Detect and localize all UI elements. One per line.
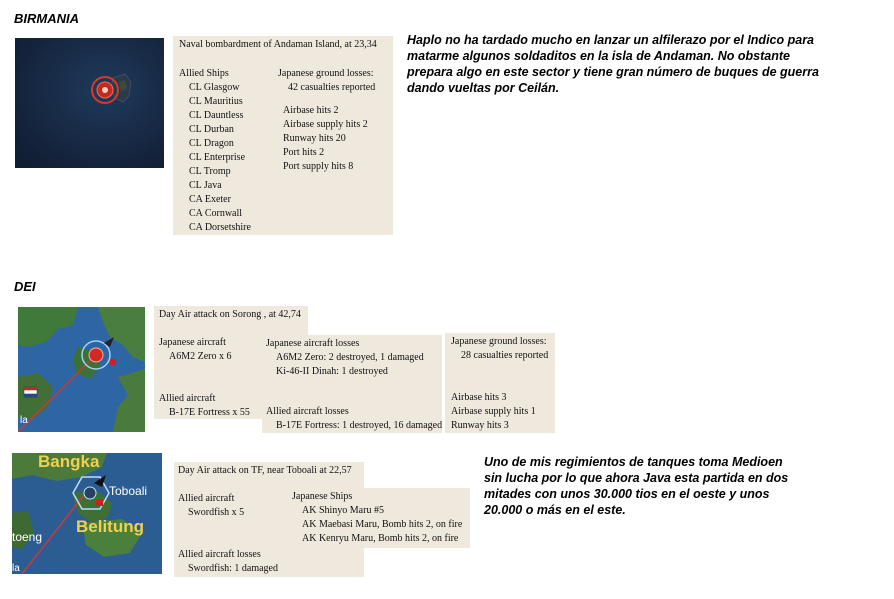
allied-losses-label: Allied aircraft losses [178,549,261,560]
map-label-la: la [12,563,20,574]
comment-line: matarme algunos soldaditos en la isla de Andaman. No obstante [407,49,790,63]
ship-item: CL Durban [189,124,234,135]
ship-item: CA Cornwall [189,208,243,219]
map-label-toboali: Toboali [109,484,148,498]
hit-item: Port supply hits 8 [283,161,354,172]
allied-air-losses-value: B-17E Fortress: 1 destroyed, 16 damaged [276,420,443,431]
ship-item: CL Enterprise [189,152,246,163]
report-header: Day Air attack on Sorong , at 42,74 [159,309,301,320]
comment-line: prepara algo en este sector y tiene gran número de buques de guerra [407,65,819,79]
andaman-combat-report [173,36,393,235]
comment-line: mitades con unos 30.000 tios en el oeste y unos [484,487,770,501]
allied-losses-value: Swordfish: 1 damaged [188,563,278,574]
jap-ship-item: AK Maebasi Maru, Bomb hits 2, on fire [302,519,463,530]
map-label-bangka: Bangka [38,453,100,471]
toboali-map[interactable] [12,453,162,574]
jap-ground-label: Japanese ground losses: [451,336,547,347]
hit-item: Runway hits 20 [283,133,346,144]
hit-item: Port hits 2 [283,147,325,158]
allied-aircraft-label: Allied aircraft [178,493,235,504]
jap-ship-item: AK Kenryu Maru, Bomb hits 2, on fire [302,533,459,544]
toboali-report-right [288,488,470,548]
map-label-toeng: toeng [12,530,43,544]
ship-item: CA Dorsetshire [189,222,251,233]
sorong-report-right [445,333,555,433]
hit-item: Airbase supply hits 2 [283,119,368,130]
jap-air-losses-label: Japanese aircraft losses [266,338,360,349]
comment-line: dando vueltas por Ceilán. [407,81,560,95]
allied-ships-label: Allied Ships [179,68,229,79]
comment-line: sin lucha por lo que ahora Java esta partida en dos [484,471,789,485]
map-label-belitung: Belitung [76,517,144,536]
hit-item: Runway hits 3 [451,420,509,431]
ship-item: CL Mauritius [189,96,243,107]
jap-ground-losses-value: 42 casualties reported [288,82,376,93]
sorong-map-graphic [18,307,145,432]
allied-aircraft-label: Allied aircraft [159,393,216,404]
hit-item: Airbase supply hits 1 [451,406,536,417]
ship-item: CA Exeter [189,194,231,205]
report-header: Naval bombardment of Andaman Island, at 23,34 [179,39,377,50]
map-label-la: la [20,415,28,426]
section-title-dei: DEI [14,279,36,294]
jap-ship-item: AK Shinyo Maru #5 [302,505,384,516]
jap-ships-label: Japanese Ships [292,491,353,502]
sorong-report-middle [262,335,442,433]
section-title-birmania: BIRMANIA [14,11,79,26]
report-header: Day Air attack on TF, near Toboali at 22,57 [178,465,352,476]
ship-item: CL Tromp [189,166,231,177]
allied-aircraft-value: Swordfish x 5 [188,507,245,518]
jap-air-loss-item: A6M2 Zero: 2 destroyed, 1 damaged [276,352,424,363]
task-force-icon [84,487,96,499]
jap-air-loss-item: Ki-46-II Dinah: 1 destroyed [276,366,388,377]
jap-ground-value: 28 casualties reported [461,350,549,361]
hit-item: Airbase hits 2 [283,105,339,116]
sorong-map[interactable] [18,307,145,432]
comment-line: 20.000 o más en el este. [484,503,626,517]
comment-line: Haplo no ha tardado mucho en lanzar un alfilerazo por el Indico para [407,33,815,47]
jap-ground-losses-label: Japanese ground losses: [278,68,374,79]
jap-aircraft-label: Japanese aircraft [159,337,226,348]
allied-air-losses-label: Allied aircraft losses [266,406,349,417]
andaman-map-graphic [15,38,164,168]
ship-item: CL Dauntless [189,110,244,121]
ship-item: CL Dragon [189,138,234,149]
allied-aircraft-value: B-17E Fortress x 55 [169,407,250,418]
ship-item: CL Glasgow [189,82,240,93]
comment-line: Uno de mis regimientos de tanques toma Medioen [484,455,783,469]
dei-comment [484,454,788,518]
ship-item: CL Java [189,180,222,191]
andaman-map[interactable] [15,38,164,168]
birmania-comment [407,32,819,96]
target-marker-icon [89,348,103,362]
hit-item: Airbase hits 3 [451,392,507,403]
jap-aircraft-value: A6M2 Zero x 6 [169,351,232,362]
